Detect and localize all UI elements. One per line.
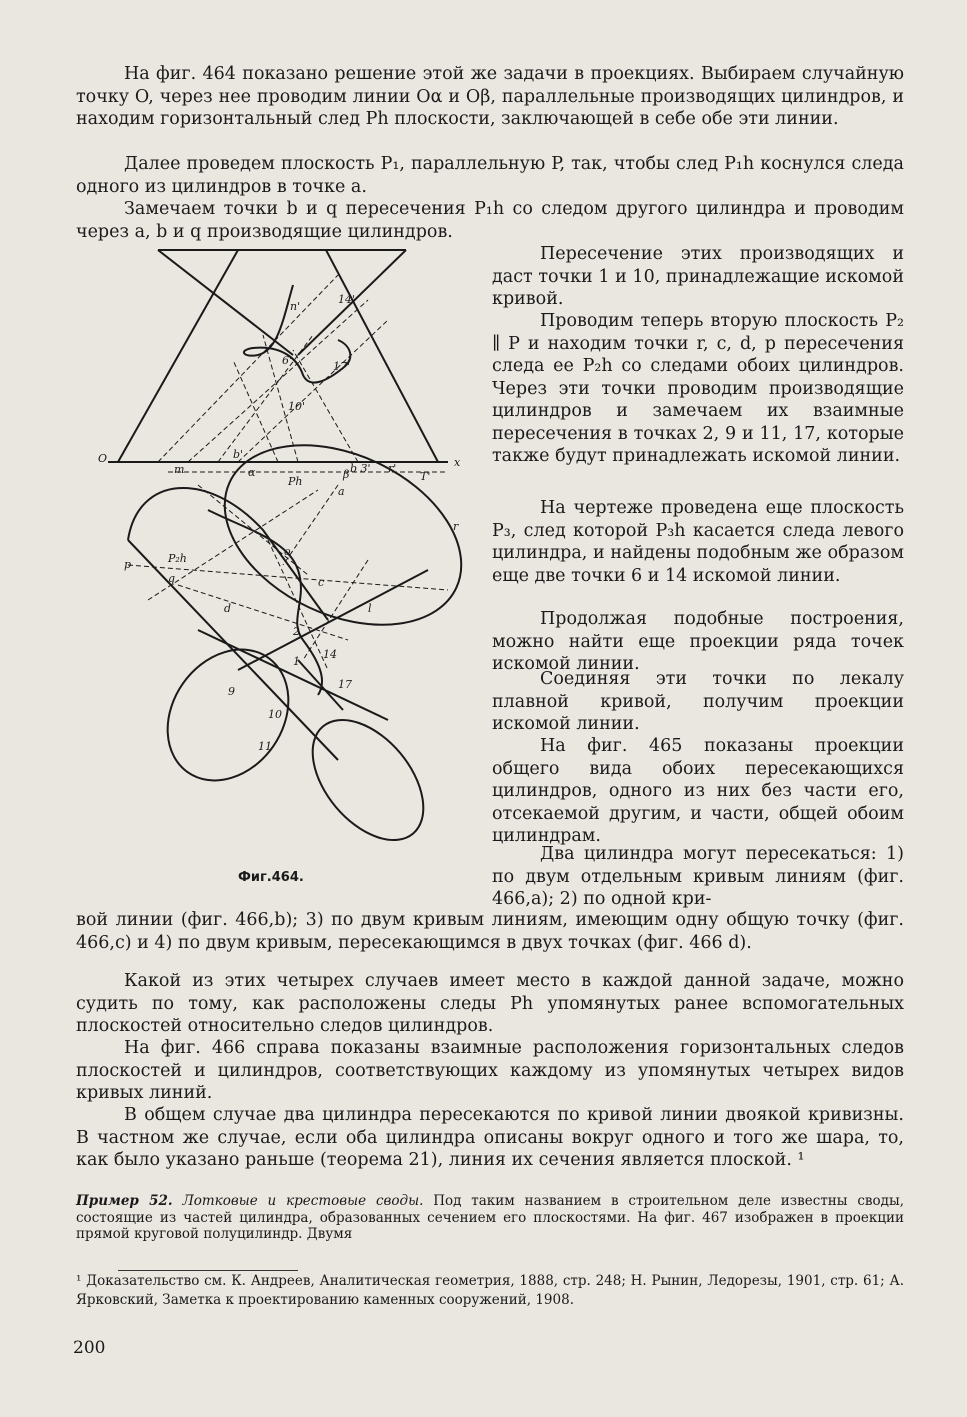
label-n14: 14 — [323, 648, 337, 661]
example-text: Под таким названием в строительном деле известны своды, состоящие из частей цилиндра, образованных сечением его плоскостями. На фиг. 467 изображен в проекции прямой круговой полуцилиндр. Двумя — [76, 1193, 905, 1242]
lower-generator — [198, 630, 388, 720]
label-n10: 10 — [268, 708, 282, 721]
right-cylinder-edge-2 — [326, 250, 438, 462]
paragraph: Пересечение этих производящих и даст точки 1 и 10, принадлежащие искомой кривой. — [492, 244, 904, 309]
label-n2: 2 — [293, 625, 300, 638]
paragraph: Продолжая подобные построения, можно найти еще проекции ряда точек искомой линии. — [492, 609, 904, 674]
lower-generator-2 — [298, 660, 343, 710]
label-bp: b' — [233, 448, 244, 461]
label-x: x — [454, 456, 461, 469]
label-n17: 17 — [338, 678, 352, 691]
label-o: o — [284, 545, 291, 558]
trace-p2h — [128, 565, 448, 590]
label-n11: 11 — [258, 740, 272, 753]
label-np: n' — [290, 300, 301, 313]
figure-464 — [88, 240, 490, 880]
paragraph: На фиг. 465 показаны проекции общего вида обоих пересекающихся цилиндров, одного из них без части его, отсекаемой другим, и части, общей обоим цилиндрам. — [492, 736, 904, 846]
dashed-line — [158, 275, 338, 462]
left-cylinder-edge — [158, 250, 293, 355]
label-q: q — [168, 572, 176, 585]
paragraph: Замечаем точки b и q пересечения P₁h со следом другого цилиндра и проводим через a, b и q производящие цилиндров. — [76, 199, 904, 242]
label-d: d — [224, 602, 232, 615]
label-6p: 6' — [282, 354, 293, 367]
label-a: a — [338, 485, 345, 498]
label-alpha: α — [248, 466, 256, 479]
label-17p: 17' — [333, 360, 351, 373]
label-14p: 14' — [338, 293, 356, 306]
label-10p: 10' — [288, 400, 306, 413]
paragraph: Какой из этих четырех случаев имеет место в каждой данной задаче, можно судить по тому, как расположены следы Ph упомянутых ранее вспомогательных плоскостей относительно следов цилиндров. — [76, 971, 904, 1036]
label-beta: β — [343, 468, 350, 481]
left-cylinder-outline — [128, 488, 328, 620]
label-p: p — [124, 558, 132, 571]
label-n1: 1 — [293, 655, 300, 668]
dashed-line — [233, 360, 278, 462]
paragraph: В общем случае два цилиндра пересекаются по кривой линии двоякой кривизны. В частном же случае, если оба цилиндра описаны вокруг одного и того же шара, то, как было указано раньше (теорема 21), линия их сечения является плоской. ¹ — [76, 1105, 904, 1170]
label-m: m — [174, 463, 185, 476]
dashed-line — [283, 485, 338, 565]
label-r: r — [453, 520, 459, 533]
paragraph: На чертеже проведена еще плоскость P₃, след которой P₃h касается следа левого цилиндра, и найдены подобным же образом еще две точки 6 и 14 искомой линии. — [492, 498, 904, 586]
paragraph: На фиг. 466 справа показаны взаимные расположения горизонтальных следов плоскостей и цилиндров, соответствующих каждому из упомянутых четырех видов кривых линий. — [76, 1038, 904, 1103]
label-l: l — [368, 602, 372, 615]
left-cylinder-trace-lower — [291, 699, 445, 860]
example-subtitle: Лотковые и крестовые своды. — [182, 1193, 424, 1209]
label-c: c — [318, 576, 325, 589]
label-b3: b 3' — [350, 462, 371, 475]
example-title: Пример 52. — [76, 1193, 173, 1209]
footnote: ¹ Доказательство см. К. Андреев, Аналитическая геометрия, 1888, стр. 248; Н. Рынин, Ледорезы, 1901, стр. 61; А. Ярковский, Заметка к проектированию каменных сооружений, 1908. — [76, 1273, 904, 1308]
paragraph: Далее проведем плоскость P₁, параллельную P, так, чтобы след P₁h коснулся следа одного из цилиндров в точке a. — [76, 154, 904, 197]
footnote-rule — [118, 1270, 298, 1271]
left-cylinder-edge-2 — [118, 250, 238, 462]
figure-caption: Фиг.464. — [238, 870, 304, 885]
label-Ph: Ph — [288, 475, 303, 488]
paragraph: вой линии (фиг. 466,b); 3) по двум кривым линиям, имеющим одну общую точку (фиг. 466,c) и 4) по двум кривым, пересекающимся в двух точках (фиг. 466 d). — [76, 910, 904, 953]
paragraph: Два цилиндра могут пересекаться: 1) по двум отдельным кривым линиям (фиг. 466,a); 2) по одной кри- — [492, 844, 904, 909]
paragraph: Проводим теперь вторую плоскость P₂ ∥ P и находим точки r, c, d, p пересечения следа ее P₂h со следами обоих цилиндров. Через эти точки проводим производящие цилиндров и замечаем их взаимные пересечения в точках 2, 9 и 11, 17, которые также будут принадлежать искомой линии. — [492, 311, 904, 466]
page-number: 200 — [73, 1338, 106, 1358]
right-cylinder-trace-lower — [143, 626, 313, 804]
example-paragraph — [76, 1193, 904, 1243]
label-n9: 9 — [228, 685, 235, 698]
figure-464-drawing — [88, 240, 490, 880]
label-rp: r' — [388, 462, 397, 475]
label-O: O — [98, 452, 108, 465]
paragraph: Соединяя эти точки по лекалу плавной кривой, получим проекции искомой линии. — [492, 669, 904, 734]
label-Tp: T' — [420, 470, 431, 483]
label-P2h: P₂h — [168, 552, 187, 565]
paragraph: На фиг. 464 показано решение этой же задачи в проекциях. Выбираем случайную точку O, через нее проводим линии Oα и Oβ, параллельные производящих цилиндров, и находим горизонтальный след Ph плоскости, заключающей в себе обе эти линии. — [76, 64, 904, 129]
